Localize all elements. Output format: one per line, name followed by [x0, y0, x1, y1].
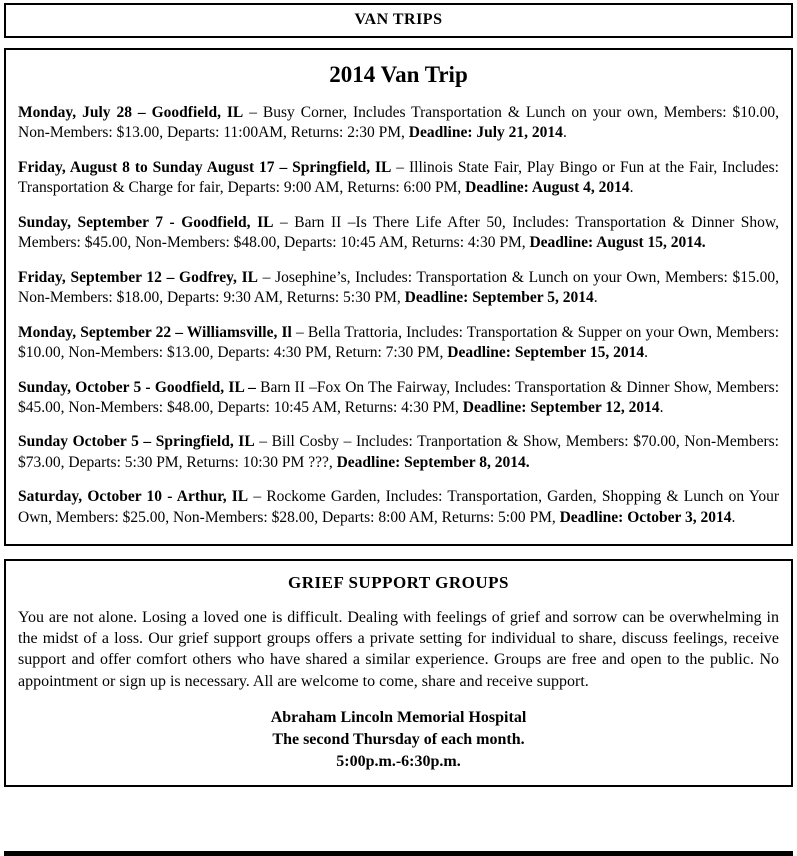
trip-entry-lead: Monday, September 22 – Williamsville, Il — [18, 323, 292, 341]
trip-entry — [18, 323, 779, 364]
van-trips-section — [4, 48, 793, 546]
trip-entry-body: – Josephine’s, Includes: Transportation & Lunch on your Own, Members: $15.00, Non-Members: $18.00, Departs: 9:30 AM, Returns: 5:30 PM, — [18, 268, 779, 307]
trip-entry-lead: Saturday, October 10 - Arthur, IL — [18, 488, 249, 506]
trip-entry — [18, 213, 779, 254]
trip-entry — [18, 432, 779, 473]
trip-entry-body: – Barn II –Is There Life After 50, Includes: Transportation & Dinner Show, Members: $45.00, Non-Members: $48.00, Departs: 10:45 AM, Returns: 4:30 PM, — [18, 213, 779, 252]
trip-entry-lead: Sunday, October 5 - Goodfield, IL – — [18, 378, 256, 396]
trip-entry — [18, 378, 779, 419]
trip-entry-tail: . — [659, 398, 664, 416]
trip-entry-lead: Friday, September 12 – Godfrey, IL — [18, 268, 258, 286]
trip-entry-deadline: Deadline: August 15, 2014. — [529, 234, 706, 252]
trip-entry — [18, 103, 779, 144]
schedule-line: The second Thursday of each month. — [272, 730, 525, 748]
trip-entry-lead: Sunday, September 7 - Goodfield, IL — [18, 213, 274, 231]
trip-entry-lead: Monday, July 28 – Goodfield, IL — [18, 104, 244, 121]
trip-entry-deadline: Deadline: September 15, 2014 — [447, 344, 645, 362]
time-line: 5:00p.m.-6:30p.m. — [336, 752, 461, 770]
trip-entry-deadline: Deadline: July 21, 2014 — [408, 124, 563, 142]
trip-entry-lead: Friday, August 8 to Sunday August 17 – Springfield, IL — [18, 158, 392, 176]
next-section-box-edge — [4, 851, 793, 856]
trip-entry-deadline: Deadline: September 8, 2014. — [336, 453, 530, 471]
trip-entry-body: – Busy Corner, Includes Transportation & Lunch on your own, Members: $10.00, Non-Members: $13.00, Departs: 11:00AM, Returns: 2:30 PM, — [18, 104, 779, 142]
hospital-name-line: Abraham Lincoln Memorial Hospital — [270, 708, 527, 726]
trip-entry-body: – Bella Trattoria, Includes: Transportation & Supper on your Own, Members: $10.00, Non-Members: $13.00, Departs: 4:30 PM, Return: 7:30 PM, — [18, 323, 779, 362]
trip-entry-deadline: Deadline: September 12, 2014 — [462, 398, 660, 416]
trip-entry — [18, 487, 779, 528]
trip-entry-lead: Sunday October 5 – Springfield, IL — [18, 433, 255, 451]
trip-entry-tail: . — [629, 179, 634, 197]
trips-section-title: 2014 Van Trip — [329, 62, 468, 87]
trip-entry — [18, 158, 779, 199]
trip-entry-body: Barn II –Fox On The Fairway, Includes: Transportation & Dinner Show, Members: $45.00, Non-Members: $48.00, Departs: 10:45 AM, Returns: 4:30 PM, — [18, 378, 779, 416]
trip-entry-tail: . — [644, 344, 649, 362]
grief-section-title: GRIEF SUPPORT GROUPS — [288, 573, 509, 593]
van-trips-header-box — [4, 3, 793, 38]
trip-entry — [18, 268, 779, 309]
trip-entry-body: – Bill Cosby – Includes: Tranportation & Show, Members: $70.00, Non-Members: $73.00, Departs: 5:30 PM, Returns: 10:30 PM ???, — [18, 433, 779, 471]
trip-entry-deadline: Deadline: October 3, 2014 — [559, 508, 732, 526]
grief-support-section — [4, 559, 793, 787]
trip-entry-tail: . — [593, 289, 598, 307]
van-trips-header-title: VAN TRIPS — [354, 11, 443, 28]
trip-entry-tail: . — [562, 124, 567, 142]
trip-entry-tail: . — [731, 508, 736, 526]
trip-entry-body: – Illinois State Fair, Play Bingo or Fun at the Fair, Includes: Transportation & Charge for fair, Departs: 9:00 AM, Returns: 6:00 PM, — [18, 158, 779, 197]
trip-entry-body: – Rockome Garden, Includes: Transportation, Garden, Shopping & Lunch on Your Own, Members: $25.00, Non-Members: $28.00, Departs: 8:00 AM, Returns: 5:00 PM, — [18, 488, 780, 526]
trip-entry-deadline: Deadline: September 5, 2014 — [404, 289, 594, 307]
grief-paragraph: You are not alone. Losing a loved one is difficult. Dealing with feelings of grief and sorrow can be overwhelming in the midst of a loss. Our grief support groups offers a private setting for individual to share, discuss feelings, receive support and offer comfort others who have shared a similar experience. Groups are free and open to the public. No appointment or sign up is necessary. All are welcome to come, share and receive support. — [18, 609, 779, 690]
trip-entry-deadline: Deadline: August 4, 2014 — [465, 179, 630, 197]
